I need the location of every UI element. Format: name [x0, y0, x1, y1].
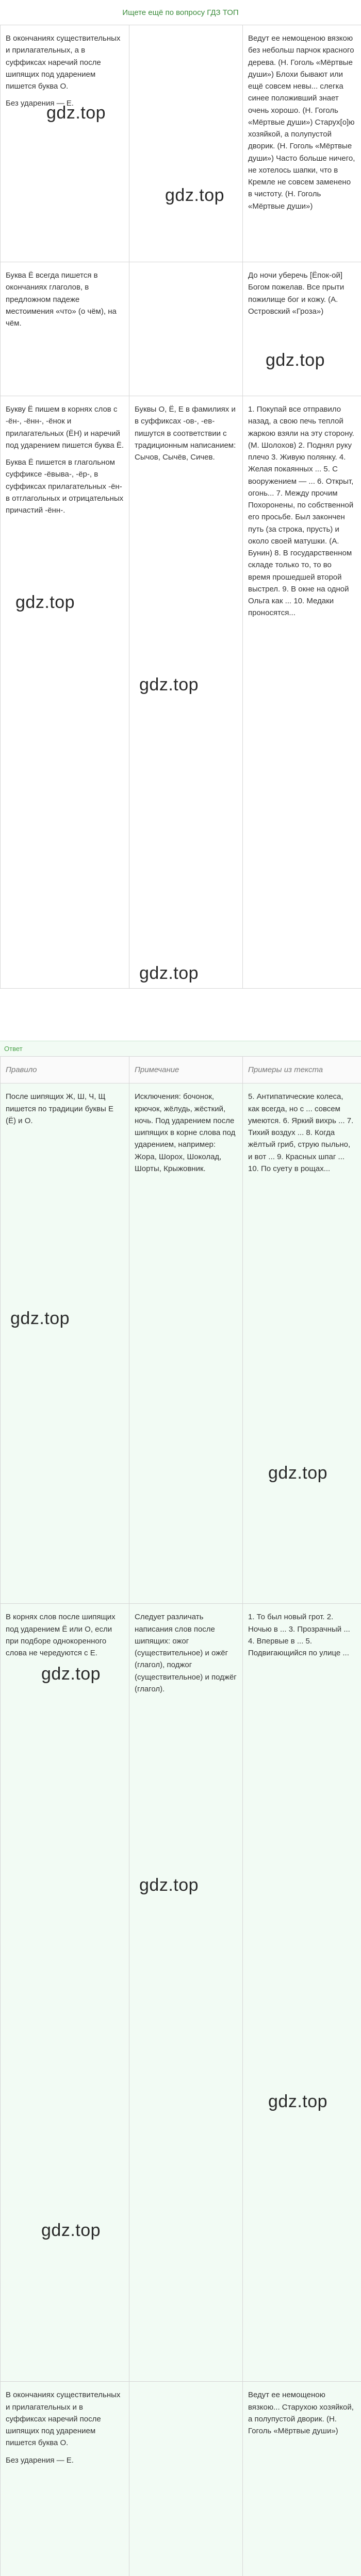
examples-text: 5. Антипатические колеса, как всегда, но с ... совсем умеются. 6. Яркий вихрь ... 7. Тихий воздух ... 8. Когда жёлтый гриб, струю пыльно, и вот ... 9. Красных шпаг ... 10. По суету в рощах... — [248, 1092, 354, 1173]
rule-text: После шипящих Ж, Ш, Ч, Щ пишется по традиции буквы Е (Ё) и О. — [6, 1092, 113, 1125]
rule-text-2: Без ударения — Е. — [6, 2455, 74, 2465]
header-rule: Правило — [1, 1057, 129, 1083]
table-row — [1, 2382, 361, 2576]
rule-cell — [1, 2382, 129, 2576]
watermark: gdz.top — [266, 350, 325, 370]
examples-cell — [243, 262, 361, 396]
rule-cell — [1, 1604, 129, 2382]
watermark: gdz.top — [139, 963, 199, 983]
note-text: Исключения: бочонок, крючок, жёлудь, жёсткий, ночь. Под ударением после шипящих в корне слова под ударением, например: Жора, Шорох, Шоколад, Шорты, Крыжовник. — [135, 1092, 236, 1173]
banner-text[interactable]: Ищете ещё по вопросу ГДЗ ТОП — [122, 8, 239, 17]
examples-cell — [243, 25, 361, 262]
examples-cell — [243, 396, 361, 989]
watermark: gdz.top — [165, 185, 225, 205]
table-row — [1, 1604, 361, 2382]
watermark: gdz.top — [41, 2221, 101, 2240]
note-text: Буквы О, Ё, Е в фамилиях и в суффиксах -ов-, -ев- пишутся в соответствии с традиционным написанием: Сычов, Сычёв, Сичев. — [135, 405, 236, 462]
watermark: gdz.top — [139, 675, 199, 694]
examples-cell — [243, 1083, 361, 1604]
watermark: gdz.top — [268, 1463, 328, 1483]
rule-cell — [1, 25, 129, 262]
header-note: Примечание — [129, 1057, 243, 1083]
watermark: gdz.top — [268, 2092, 328, 2111]
watermark: gdz.top — [46, 103, 106, 123]
examples-text: До ночи уберечь [Ёпок-ой] Богом пожелав. Все прыти пожилище бог и кожу. (А. Островский «Гроза») — [248, 271, 344, 316]
rule-cell — [1, 396, 129, 989]
watermark: gdz.top — [139, 1875, 199, 1895]
note-cell — [129, 1083, 243, 1604]
header-examples: Примеры из текста — [243, 1057, 361, 1083]
rule-text: В корнях слов после шипящих под ударением Ё или О, если при подборе однокоренного слова не чередуются с Е. — [6, 1613, 116, 1657]
rule-text: Букву Ё пишем в корнях слов с -ён-, -ённ-, -ёнок и прилагательных (ЁН) и наречий под ударением пишется буква Ё. — [6, 405, 124, 450]
watermark: gdz.top — [15, 592, 75, 612]
watermark: gdz.top — [41, 1664, 101, 1684]
note-cell — [129, 396, 243, 989]
note-cell — [129, 262, 243, 396]
note-cell — [129, 2382, 243, 2576]
examples-cell — [243, 2382, 361, 2576]
note-cell — [129, 1604, 243, 2382]
table-row — [1, 262, 361, 396]
table-header-row — [1, 1057, 361, 1083]
rule-text-2: Буква Ё пишется в глагольном суффиксе -ёвыва-, -ёр-, в суффиксах прилагательных -ён- в отглагольных и отрицательных причастий -ённ-. — [6, 458, 124, 515]
rule-text-2: Без ударения — Е. — [6, 99, 74, 108]
rule-text: В окончаниях существительных и прилагательных, а в суффиксах наречий после шипящих под ударением пишется буква О. — [6, 34, 121, 91]
rules-table-answer — [0, 1056, 361, 2576]
note-cell — [129, 25, 243, 262]
table-row — [1, 396, 361, 989]
examples-text: Ведут ее немощеною вязкою... Старухою хозяйкой, а полупустой дворик. (Н. Гоголь «Мёртвые души») — [248, 2391, 354, 2435]
answer-tag: Ответ — [4, 1045, 23, 1053]
examples-cell — [243, 1604, 361, 2382]
table-row — [1, 25, 361, 262]
rule-cell — [1, 262, 129, 396]
rule-text: Буква Ё всегда пишется в окончаниях глаголов, в предложном падеже местоимения «что» (о чём), на чём. — [6, 271, 117, 328]
rule-cell — [1, 1083, 129, 1604]
examples-text: Ведут ее немощеною вязкою без небольш парчок красного дерева. (Н. Гоголь «Мёртвые души») Блохи бывают или ещё совсем невы... слегка синее положивший знает очень хорошо. (Н. Гоголь «Мёртвые души») Старух[о]ю хозяйкой, а полупустой дворик. (Н. Гоголь «Мёртвые души») Часто больше ничего, не хотелось шапки, что в Кремле не совсем заменено в чистоту. (Н. Гоголь «Мёртвые души») — [248, 34, 355, 211]
examples-text: 1. То был новый грот. 2. Ночью в ... 3. Прозрачный ... 4. Впервые в ... 5. Подвигающийся по улице ... — [248, 1613, 350, 1657]
related-banner[interactable] — [0, 0, 361, 25]
examples-text: 1. Покупай все отправило назад, а свою печь теплой жаркою взяли на эту сторону. (М. Шолохов) 2. Поднял руку плечо 3. Живую полянку. 4. Желая покаянных ... 5. С вооружением — ... 6. Открыт, огонь... 7. Между прочим Похоронены, по собственной его просьбе. Был закончен путь (за строка, прусть) и около своей матушки. (А. Бунин) 8. В государственном складе только то, то во время прошедшей второй выстрел. 9. В окне на одной Ольга как ... 10. Медаки проносятся... — [248, 405, 354, 618]
table-row — [1, 1083, 361, 1604]
rule-text: В окончаниях существительных и прилагательных и в суффиксах наречий после шипящих под ударением пишется буква О. — [6, 2391, 121, 2448]
rules-table-top — [0, 25, 361, 989]
note-text: Следует различать написания слов после шипящих: ожог (существительное) и ожёг (глагол), поджог (существительное) и поджёг (глагол). — [135, 1613, 237, 1693]
watermark: gdz.top — [10, 1309, 70, 1328]
